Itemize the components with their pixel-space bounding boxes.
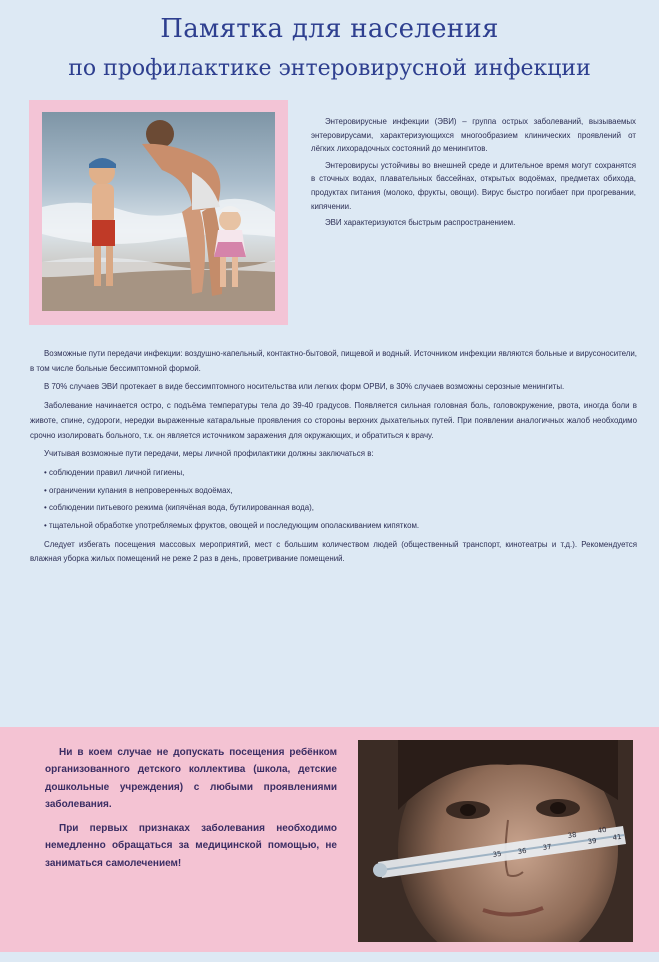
list-item: • ограничении купания в непроверенных водоёмах,: [44, 485, 233, 495]
recommendation-paragraph: Следует избегать посещения массовых мероприятий, мест с большим количеством людей (общественный транспорт, кинотеатры и т.д.). Рекомендуется влажная уборка жилых помещений не реже 2 раз в день, проветривание помещений.: [30, 539, 637, 564]
intro-paragraph-1: Энтеровирусные инфекции (ЭВИ) – группа острых заболеваний, вызываемых энтеровирусами, характеризующихся многообразием клинических проявлений от лёгких лихорадочных состояний до менингитов.: [311, 117, 636, 154]
scale-label: 37: [542, 842, 553, 852]
thermometer-photo: [358, 740, 633, 942]
statistics-paragraph: В 70% случаев ЭВИ протекает в виде бессимптомного носительства или легких форм ОРВИ, в 30% случаев возможны серозные менингиты.: [44, 382, 565, 392]
list-item: • тщательной обработке употребляемых фруктов, овощей и последующим ополаскиванием кипятком.: [44, 521, 420, 531]
main-text: [30, 347, 637, 571]
beach-photo-frame: [29, 100, 288, 325]
intro-text: [311, 115, 636, 233]
warning-text: [45, 744, 337, 879]
page-subtitle: по профилактике энтеровирусной инфекции: [68, 56, 591, 81]
intro-paragraph-3: ЭВИ характеризуются быстрым распространением.: [325, 218, 516, 228]
transmission-paragraph: Возможные пути передачи инфекции: воздушно-капельный, контактно-бытовой, пищевой и водный. Источником инфекции являются больные и вирусоносители, в том числе больные бессимптомной формой.: [30, 349, 637, 373]
scale-label: 35: [492, 849, 503, 859]
scale-label: 38: [567, 830, 578, 840]
symptoms-paragraph: Заболевание начинается остро, с подъёма температуры тела до 39-40 градусов. Появляется сильная головная боль, головокружение, рвота, иногда боли в животе, спине, судороги, нередки выраженные катаральные проявления со стороны верхних дыхательных путей. При появлении аналогичных жалоб необходимо срочно изолировать больного, т.к. он является источником заражения для окружающих, и обратиться к врачу.: [30, 401, 637, 440]
scale-label: 39: [587, 836, 598, 846]
scale-label: 41: [612, 832, 623, 842]
page-title: Памятка для населения: [160, 14, 499, 44]
warning-paragraph-2: При первых признаках заболевания необходимо немедленно обращаться за медицинской помощью, не заниматься самолечением!: [45, 823, 337, 869]
beach-family-photo: [42, 112, 275, 311]
warning-paragraph-1: Ни в коем случае не допускать посещения ребёнком организованного детского коллектива (школа, детские дошкольные учреждения) с любыми проявлениями заболевания.: [45, 747, 337, 810]
list-item: • соблюдении правил личной гигиены,: [44, 467, 185, 477]
scale-label: 40: [597, 825, 608, 835]
intro-paragraph-2: Энтеровирусы устойчивы во внешней среде и длительное время могут сохранятся в сточных водах, плавательных бассейнах, открытых водоёмах, предметах обихода, продуктах питания (молоко, фрукты, овощи). Вирус быстро погибает при прогревании, кипячении.: [311, 160, 636, 211]
prevention-intro: Учитывая возможные пути передачи, меры личной профилактики должны заключаться в:: [44, 449, 374, 459]
list-item: • соблюдении питьевого режима (кипячёная вода, бутилированная вода),: [44, 503, 314, 513]
scale-label: 36: [517, 846, 528, 856]
prevention-list: [30, 466, 637, 534]
